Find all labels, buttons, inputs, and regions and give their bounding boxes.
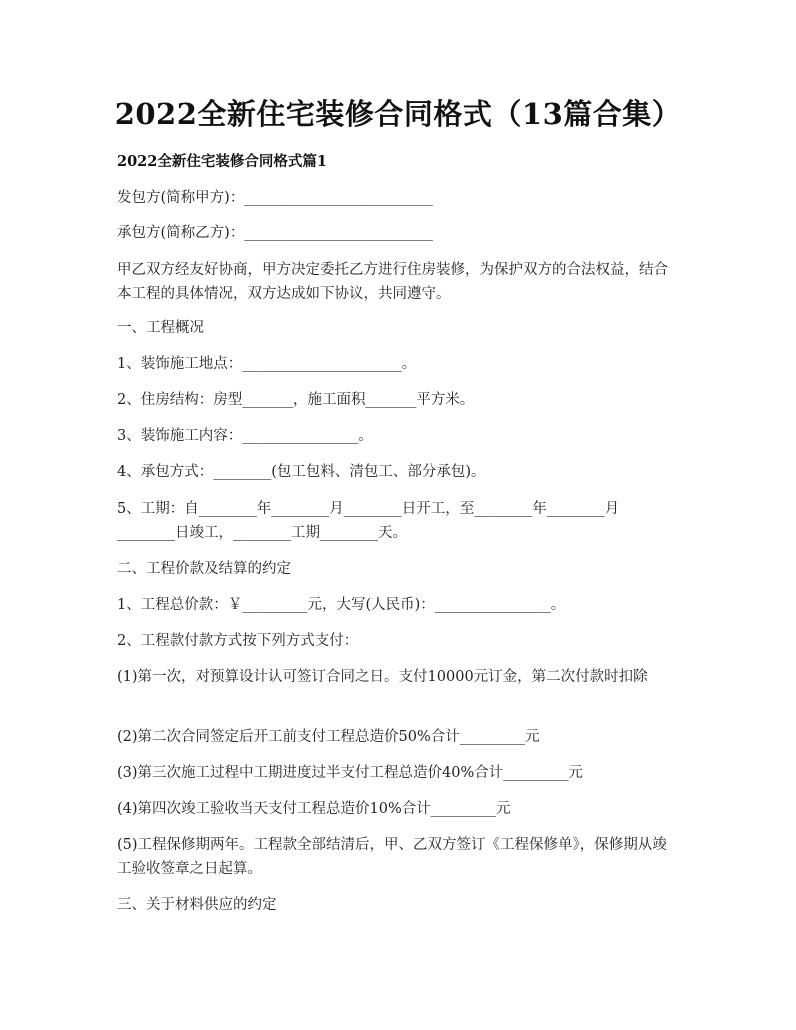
clause-1-1: 1、装饰施工地点：______________________。 bbox=[117, 356, 417, 372]
document-title: 2022全新住宅装修合同格式（13篇合集） bbox=[114, 97, 682, 131]
payment-item-3: (3)第三次施工过程中工期进度过半支付工程总造价40%合计_________元 bbox=[117, 765, 584, 781]
party-b-line: 承包方(简称乙方)：__________________________ bbox=[117, 225, 433, 241]
clause-1-4: 4、承包方式：________(包工包料、清包工、部分承包)。 bbox=[117, 464, 486, 480]
payment-item-2: (2)第二次合同签定后开工前支付工程总造价50%合计_________元 bbox=[117, 729, 540, 745]
section-heading-2: 二、工程价款及结算的约定 bbox=[117, 561, 291, 577]
intro-paragraph: 甲乙双方经友好协商，甲方决定委托乙方进行住房装修，为保护双方的合法权益，结合本工程的具体情况，双方达成如下协议，共同遵守。 bbox=[117, 262, 668, 302]
clause-1-2: 2、住房结构：房型_______，施工面积_______平方米。 bbox=[117, 392, 475, 408]
payment-item-1: (1)第一次，对预算设计认可签订合同之日。支付10000元订金，第二次付款时扣除 bbox=[117, 669, 648, 685]
clause-1-5: 5、工期：自________年________月________日开工，至________年________月________日竣工，________工期________天。 bbox=[117, 501, 620, 541]
section-subtitle: 2022全新住宅装修合同格式篇1 bbox=[117, 153, 327, 170]
payment-item-4: (4)第四次竣工验收当天支付工程总造价10%合计_________元 bbox=[117, 801, 511, 817]
section-heading-3: 三、关于材料供应的约定 bbox=[117, 897, 277, 913]
payment-item-5: (5)工程保修期两年。工程款全部结清后，甲、乙双方签订《工程保修单》，保修期从竣工验收签章之日起算。 bbox=[117, 837, 667, 877]
party-a-line: 发包方(简称甲方)：__________________________ bbox=[117, 190, 433, 206]
section-heading-1: 一、工程概况 bbox=[117, 320, 204, 336]
clause-2-2: 2、工程款付款方式按下列方式支付： bbox=[117, 633, 359, 649]
clause-2-1: 1、工程总价款：￥_________元，大写(人民币)：________________。 bbox=[117, 597, 566, 613]
clause-1-3: 3、装饰施工内容：________________。 bbox=[117, 428, 373, 444]
